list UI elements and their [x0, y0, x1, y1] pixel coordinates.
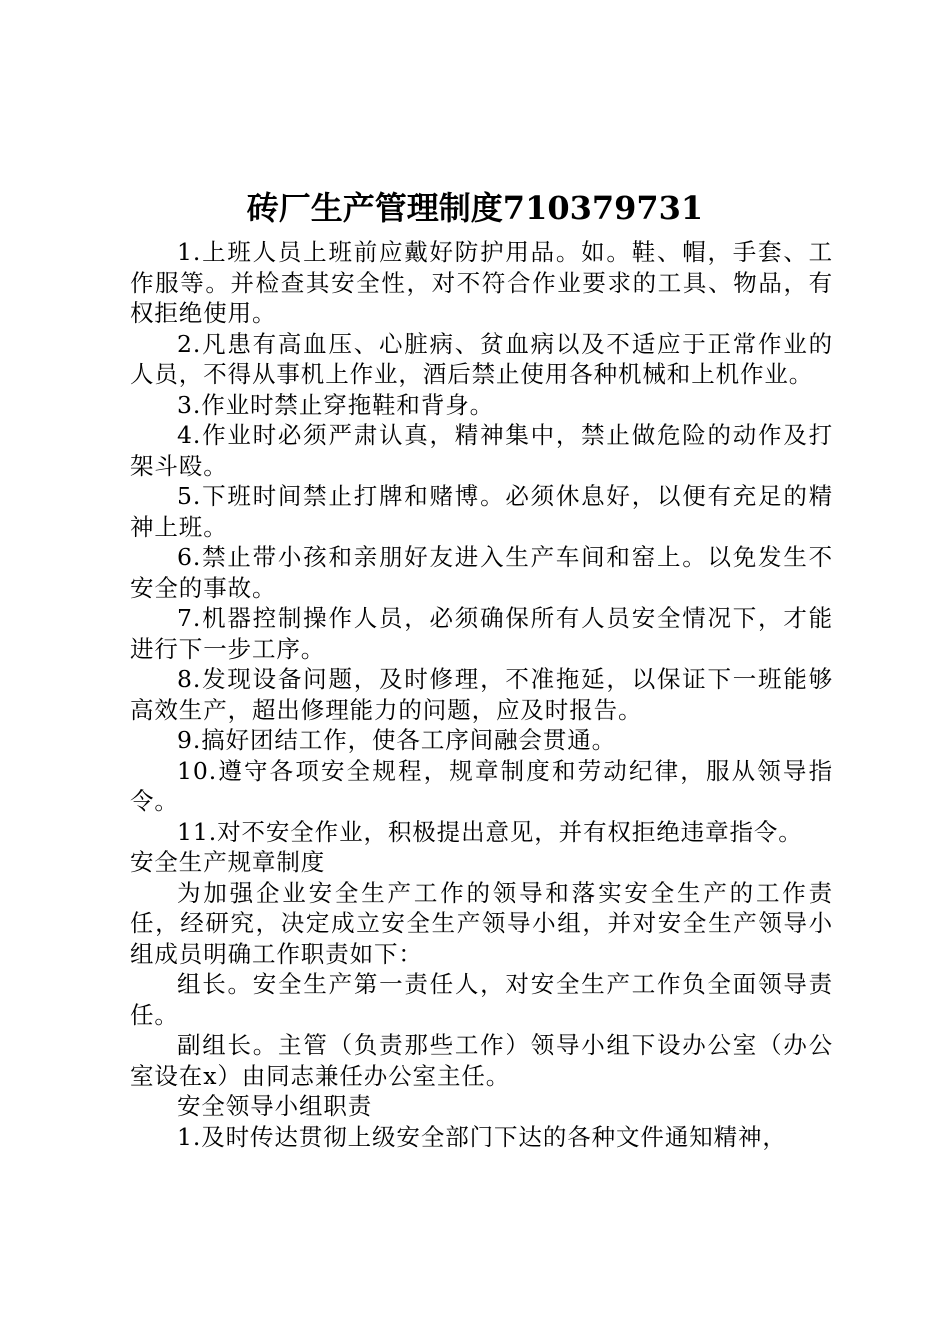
- section-heading: 安全生产规章制度: [130, 848, 326, 876]
- rule-paragraph-11: 11.对不安全作业，积极提出意见，并有权拒绝违章指令。: [177, 817, 803, 846]
- rule-paragraph-4: 4.作业时必须严肃认真，精神集中，禁止做危险的动作及打架斗殴。: [130, 421, 833, 480]
- rule-paragraph-5: 5.下班时间禁止打牌和赌博。必须休息好，以便有充足的精神上班。: [130, 482, 833, 541]
- section-paragraph-4: 1.及时传达贯彻上级安全部门下达的各种文件通知精神，: [177, 1122, 787, 1151]
- section-paragraph-1: 为加强企业安全生产工作的领导和落实安全生产的工作责任，经研究，决定成立安全生产领导小组，并对安全生产领导小组成员明确工作职责如下：: [130, 878, 833, 968]
- rule-paragraph-2: 2.凡患有高血压、心脏病、贫血病以及不适应于正常作业的人员，不得从事机上作业，酒后禁止使用各种机械和上机作业。: [130, 329, 833, 388]
- rule-paragraph-10: 10.遵守各项安全规程，规章制度和劳动纪律，服从领导指令。: [130, 756, 833, 815]
- document-title: 砖厂生产管理制度710379731: [246, 189, 704, 227]
- rule-paragraph-9: 9.搞好团结工作，使各工序间融会贯通。: [177, 726, 617, 754]
- rule-paragraph-1: 1.上班人员上班前应戴好防护用品。如。鞋、帽，手套、工作服等。并检查其安全性，对不符合作业要求的工具、物品，有权拒绝使用。: [130, 238, 833, 327]
- rule-paragraph-6: 6.禁止带小孩和亲朋好友进入生产车间和窑上。以免发生不安全的事故。: [130, 543, 833, 602]
- rule-paragraph-8: 8.发现设备问题，及时修理，不准拖延，以保证下一班能够高效生产，超出修理能力的问题，应及时报告。: [130, 665, 833, 724]
- document-body: [130, 237, 833, 1152]
- section-paragraph-3: 副组长。主管（负责那些工作）领导小组下设办公室（办公室设在x）由同志兼任办公室主任。: [130, 1031, 833, 1090]
- section-subheading: 安全领导小组职责: [177, 1092, 373, 1120]
- section-paragraph-2: 组长。安全生产第一责任人，对安全生产工作负全面领导责任。: [130, 970, 833, 1029]
- rule-paragraph-7: 7.机器控制操作人员，必须确保所有人员安全情况下，才能进行下一步工序。: [130, 604, 833, 663]
- rule-paragraph-3: 3.作业时禁止穿拖鞋和背身。: [177, 390, 495, 419]
